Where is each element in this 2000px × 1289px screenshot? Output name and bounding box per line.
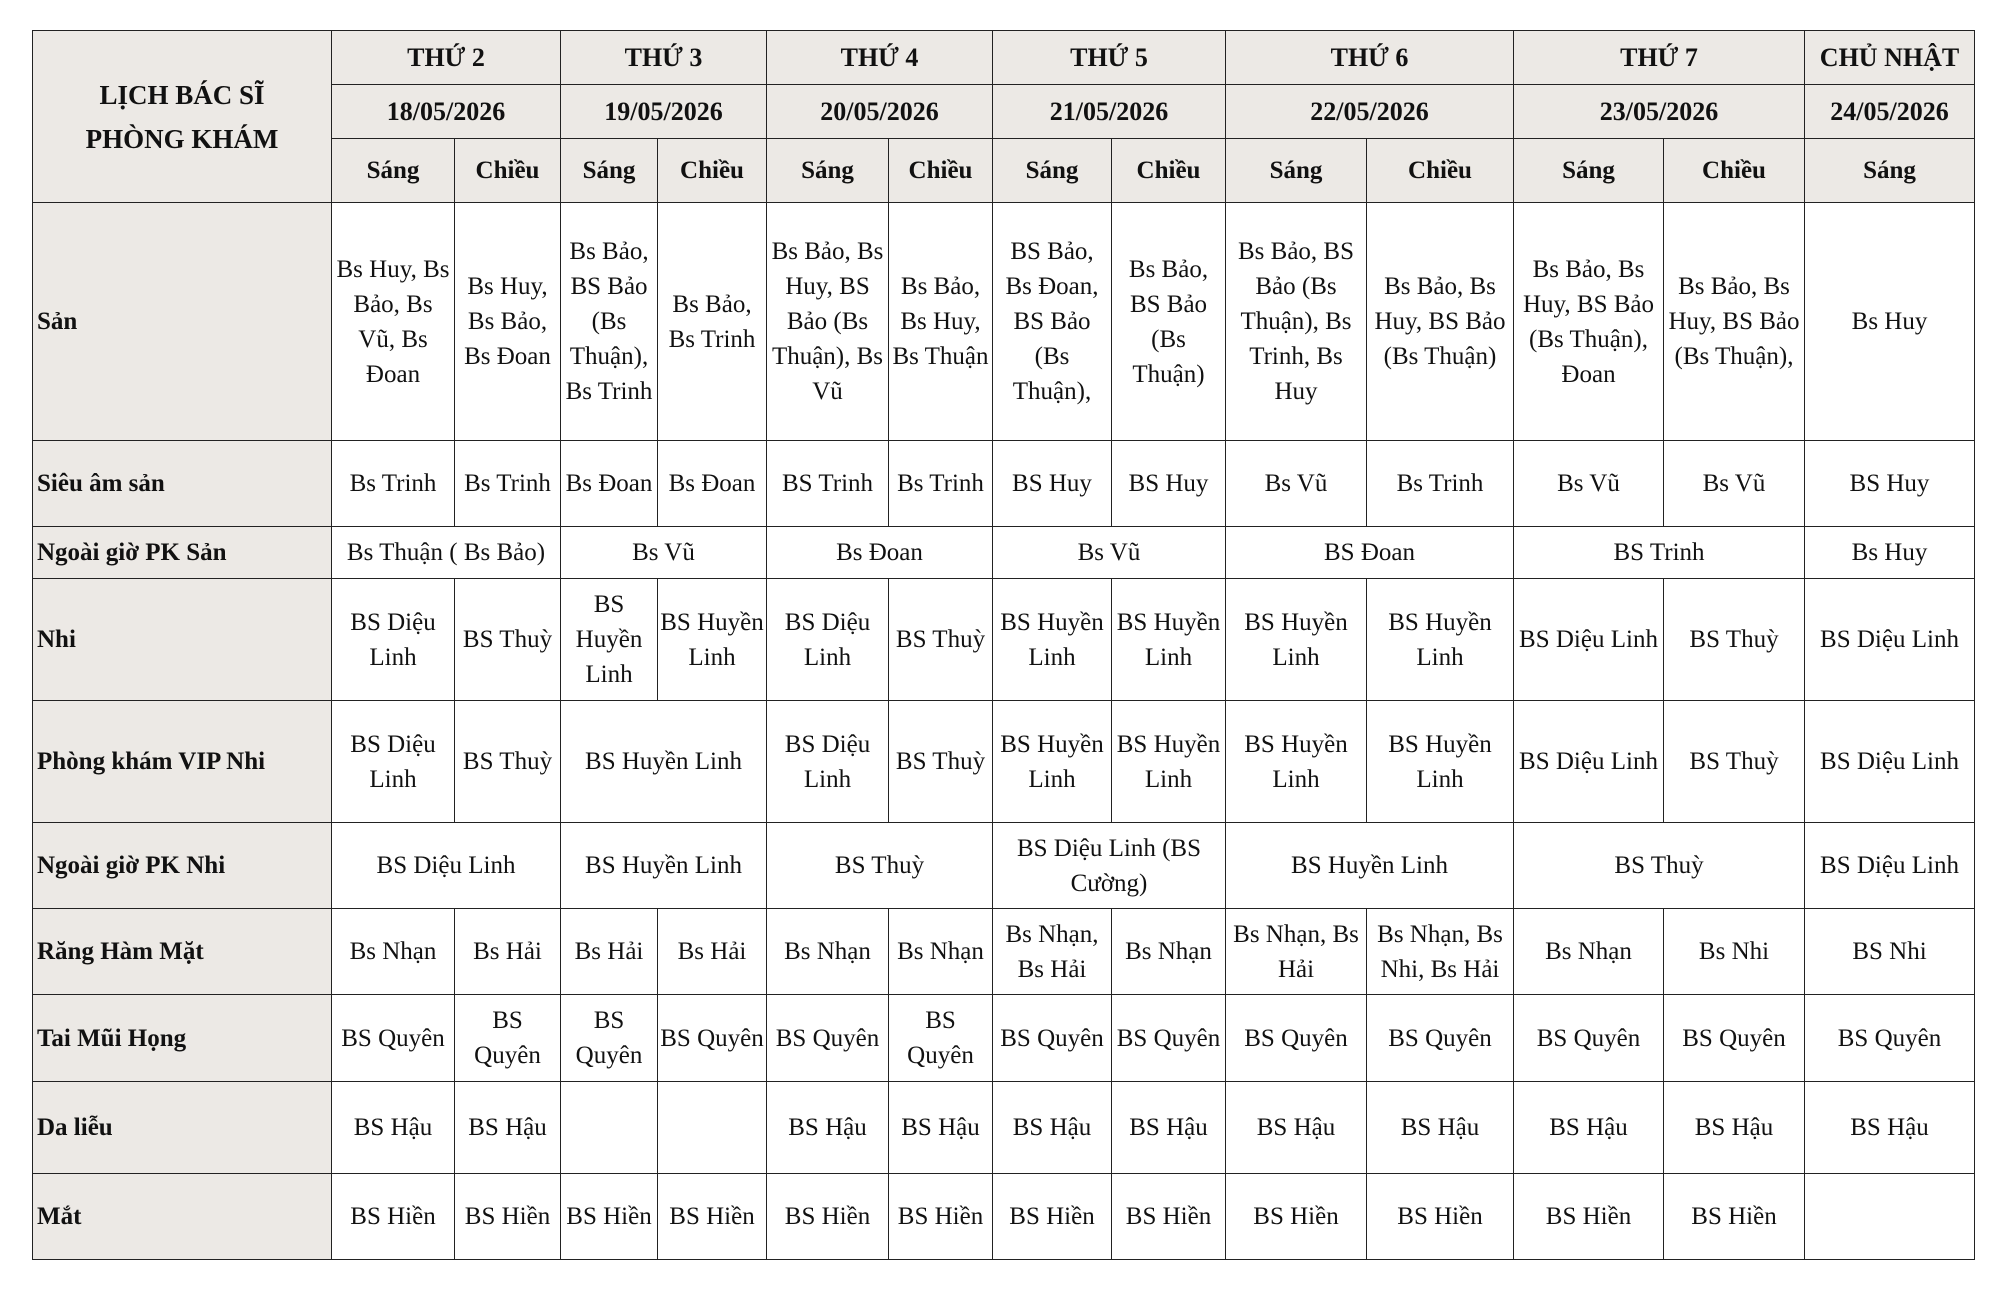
row-label: Phòng khám VIP Nhi: [33, 701, 332, 823]
schedule-cell: BS Diệu Linh: [332, 823, 561, 909]
schedule-cell: BS Hiền: [1226, 1174, 1367, 1260]
schedule-cell: BS Quyên: [767, 995, 889, 1082]
schedule-cell: BS Hiền: [1367, 1174, 1514, 1260]
row-san: [33, 203, 1975, 441]
schedule-cell: BS Đoan: [1226, 527, 1514, 579]
schedule-cell: BS Hậu: [993, 1082, 1112, 1174]
schedule-cell: Bs Huy: [1805, 203, 1975, 441]
schedule-cell: BS Quyên: [1367, 995, 1514, 1082]
schedule-cell: Bs Thuận ( Bs Bảo): [332, 527, 561, 579]
schedule-cell: Bs Nhạn: [1514, 909, 1664, 995]
schedule-cell: Bs Bảo, Bs Trinh: [658, 203, 767, 441]
schedule-cell: BS Quyên: [1805, 995, 1975, 1082]
schedule-cell: BS Hiền: [993, 1174, 1112, 1260]
schedule-cell: BS Huyền Linh: [561, 579, 658, 701]
schedule-cell: Bs Bảo, Bs Huy, BS Bảo (Bs Thuận),: [1664, 203, 1805, 441]
schedule-title: [33, 31, 332, 203]
schedule-cell: Bs Nhạn, Bs Hải: [993, 909, 1112, 995]
schedule-cell: Bs Hải: [658, 909, 767, 995]
schedule-cell: Bs Bảo, BS Bảo (Bs Thuận): [1112, 203, 1226, 441]
schedule-cell: Bs Bảo, Bs Huy, BS Bảo (Bs Thuận), Bs Vũ: [767, 203, 889, 441]
schedule-cell: BS Nhi: [1805, 909, 1975, 995]
schedule-cell: Bs Đoan: [561, 441, 658, 527]
row-mat: [33, 1174, 1975, 1260]
schedule-cell: BS Huyền Linh: [993, 701, 1112, 823]
schedule-cell: BS Hiền: [332, 1174, 455, 1260]
schedule-cell: [1805, 1174, 1975, 1260]
schedule-cell: Bs Bảo, BS Bảo (Bs Thuận), Bs Trinh, Bs Huy: [1226, 203, 1367, 441]
schedule-cell: BS Hiền: [561, 1174, 658, 1260]
day-header: THỨ 2: [332, 31, 561, 85]
schedule-cell: BS Huyền Linh: [1112, 579, 1226, 701]
row-tai-mui-hong: [33, 995, 1975, 1082]
schedule-cell: BS Trinh: [1514, 527, 1805, 579]
row-label: Mắt: [33, 1174, 332, 1260]
row-ngoai-gio-pk-nhi: [33, 823, 1975, 909]
schedule-cell: Bs Bảo, BS Bảo (Bs Thuận), Bs Trinh: [561, 203, 658, 441]
shift-header: Chiều: [1664, 139, 1805, 203]
schedule-cell: BS Quyên: [1514, 995, 1664, 1082]
date-header: 19/05/2026: [561, 85, 767, 139]
schedule-cell: BS Quyên: [455, 995, 561, 1082]
shift-header: Chiều: [455, 139, 561, 203]
schedule-cell: BS Quyên: [332, 995, 455, 1082]
schedule-cell: Bs Hải: [455, 909, 561, 995]
schedule-cell: BS Thuỳ: [1514, 823, 1805, 909]
schedule-cell: BS Quyên: [1226, 995, 1367, 1082]
shift-header: Sáng: [1805, 139, 1975, 203]
schedule-cell: Bs Hải: [561, 909, 658, 995]
shift-header: Chiều: [1367, 139, 1514, 203]
schedule-cell: BS Hiền: [767, 1174, 889, 1260]
date-header: 24/05/2026: [1805, 85, 1975, 139]
schedule-cell: BS Quyên: [993, 995, 1112, 1082]
date-header: 21/05/2026: [993, 85, 1226, 139]
schedule-cell: BS Hậu: [767, 1082, 889, 1174]
schedule-cell: BS Thuỳ: [455, 701, 561, 823]
shift-header: Sáng: [993, 139, 1112, 203]
schedule-cell: BS Hiền: [889, 1174, 993, 1260]
row-label: Ngoài giờ PK Sản: [33, 527, 332, 579]
schedule-cell: Bs Trinh: [455, 441, 561, 527]
row-da-lieu: [33, 1082, 1975, 1174]
schedule-cell: BS Huyền Linh: [1112, 701, 1226, 823]
schedule-cell: BS Thuỳ: [1664, 579, 1805, 701]
schedule-cell: Bs Nhạn, Bs Nhi, Bs Hải: [1367, 909, 1514, 995]
row-label: Siêu âm sản: [33, 441, 332, 527]
schedule-cell: BS Huyền Linh: [561, 823, 767, 909]
schedule-cell: BS Hiền: [1112, 1174, 1226, 1260]
schedule-cell: Bs Vũ: [561, 527, 767, 579]
schedule-cell: BS Trinh: [767, 441, 889, 527]
day-header: CHỦ NHẬT: [1805, 31, 1975, 85]
schedule-cell: BS Hậu: [1112, 1082, 1226, 1174]
day-header: THỨ 3: [561, 31, 767, 85]
shift-header: Chiều: [889, 139, 993, 203]
schedule-cell: BS Hậu: [455, 1082, 561, 1174]
shift-header: Chiều: [658, 139, 767, 203]
schedule-cell: BS Diệu Linh: [1805, 579, 1975, 701]
schedule-cell: BS Hậu: [1805, 1082, 1975, 1174]
schedule-cell: BS Hậu: [1514, 1082, 1664, 1174]
schedule-cell: [561, 1082, 658, 1174]
shift-header: Chiều: [1112, 139, 1226, 203]
schedule-cell: Bs Nhi: [1664, 909, 1805, 995]
schedule-cell: BS Diệu Linh: [1805, 701, 1975, 823]
row-ngoai-gio-pk-san: [33, 527, 1975, 579]
schedule-cell: Bs Trinh: [889, 441, 993, 527]
title-line-1: LỊCH BÁC SĨ: [99, 79, 265, 110]
schedule-cell: Bs Nhạn: [332, 909, 455, 995]
schedule-cell: BS Diệu Linh: [1805, 823, 1975, 909]
schedule-cell: BS Diệu Linh: [767, 579, 889, 701]
title-line-2: PHÒNG KHÁM: [85, 123, 279, 154]
schedule-cell: BS Diệu Linh: [332, 579, 455, 701]
date-header: 20/05/2026: [767, 85, 993, 139]
schedule-cell: BS Diệu Linh: [767, 701, 889, 823]
row-phong-kham-vip-nhi: [33, 701, 1975, 823]
schedule-cell: BS Thuỳ: [455, 579, 561, 701]
schedule-cell: Bs Đoan: [767, 527, 993, 579]
schedule-cell: BS Hậu: [1664, 1082, 1805, 1174]
row-nhi: [33, 579, 1975, 701]
schedule-cell: BS Quyên: [561, 995, 658, 1082]
schedule-cell: BS Thuỳ: [1664, 701, 1805, 823]
day-header: THỨ 7: [1514, 31, 1805, 85]
schedule-cell: BS Diệu Linh: [1514, 579, 1664, 701]
schedule-cell: Bs Bảo, Bs Huy, BS Bảo (Bs Thuận), Đoan: [1514, 203, 1664, 441]
schedule-cell: BS Quyên: [889, 995, 993, 1082]
schedule-cell: BS Huyền Linh: [658, 579, 767, 701]
header-row-days: [33, 31, 1975, 85]
schedule-cell: BS Huyền Linh: [1367, 701, 1514, 823]
row-sieu-am-san: [33, 441, 1975, 527]
schedule-cell: BS Diệu Linh: [1514, 701, 1664, 823]
day-header: THỨ 5: [993, 31, 1226, 85]
schedule-cell: BS Hậu: [1367, 1082, 1514, 1174]
shift-header: Sáng: [332, 139, 455, 203]
schedule-cell: Bs Trinh: [1367, 441, 1514, 527]
schedule-cell: BS Huyền Linh: [993, 579, 1112, 701]
schedule-cell: Bs Nhạn, Bs Hải: [1226, 909, 1367, 995]
schedule-cell: BS Huy: [1805, 441, 1975, 527]
row-label: Nhi: [33, 579, 332, 701]
schedule-cell: Bs Nhạn: [767, 909, 889, 995]
schedule-cell: BS Thuỳ: [889, 579, 993, 701]
schedule-cell: BS Quyên: [1664, 995, 1805, 1082]
schedule-cell: BS Hiền: [658, 1174, 767, 1260]
schedule-cell: Bs Đoan: [658, 441, 767, 527]
schedule-cell: Bs Vũ: [1664, 441, 1805, 527]
row-rang-ham-mat: [33, 909, 1975, 995]
row-label: Da liễu: [33, 1082, 332, 1174]
schedule-cell: BS Hiền: [455, 1174, 561, 1260]
schedule-cell: BS Quyên: [658, 995, 767, 1082]
schedule-cell: Bs Vũ: [1514, 441, 1664, 527]
schedule-cell: BS Huy: [993, 441, 1112, 527]
doctor-schedule-table: [32, 30, 1975, 1260]
schedule-cell: [658, 1082, 767, 1174]
date-header: 23/05/2026: [1514, 85, 1805, 139]
schedule-cell: BS Hiền: [1514, 1174, 1664, 1260]
row-label: Tai Mũi Họng: [33, 995, 332, 1082]
schedule-cell: BS Huyền Linh: [1226, 823, 1514, 909]
schedule-cell: BS Hậu: [889, 1082, 993, 1174]
day-header: THỨ 4: [767, 31, 993, 85]
schedule-cell: Bs Trinh: [332, 441, 455, 527]
shift-header: Sáng: [1514, 139, 1664, 203]
shift-header: Sáng: [767, 139, 889, 203]
schedule-cell: BS Hậu: [1226, 1082, 1367, 1174]
row-label: Ngoài giờ PK Nhi: [33, 823, 332, 909]
schedule-cell: BS Huyền Linh: [1226, 579, 1367, 701]
date-header: 18/05/2026: [332, 85, 561, 139]
schedule-cell: Bs Vũ: [1226, 441, 1367, 527]
schedule-cell: Bs Bảo, Bs Huy, BS Bảo (Bs Thuận): [1367, 203, 1514, 441]
schedule-cell: BS Diệu Linh (BS Cường): [993, 823, 1226, 909]
schedule-cell: Bs Vũ: [993, 527, 1226, 579]
shift-header: Sáng: [1226, 139, 1367, 203]
schedule-cell: Bs Nhạn: [889, 909, 993, 995]
schedule-cell: BS Hiền: [1664, 1174, 1805, 1260]
date-header: 22/05/2026: [1226, 85, 1514, 139]
schedule-cell: BS Huy: [1112, 441, 1226, 527]
schedule-cell: BS Bảo, Bs Đoan, BS Bảo (Bs Thuận),: [993, 203, 1112, 441]
schedule-cell: BS Huyền Linh: [561, 701, 767, 823]
schedule-cell: BS Hậu: [332, 1082, 455, 1174]
schedule-cell: Bs Huy, Bs Bảo, Bs Đoan: [455, 203, 561, 441]
shift-header: Sáng: [561, 139, 658, 203]
schedule-cell: BS Thuỳ: [889, 701, 993, 823]
schedule-cell: BS Quyên: [1112, 995, 1226, 1082]
schedule-cell: Bs Huy, Bs Bảo, Bs Vũ, Bs Đoan: [332, 203, 455, 441]
day-header: THỨ 6: [1226, 31, 1514, 85]
schedule-cell: BS Thuỳ: [767, 823, 993, 909]
schedule-cell: BS Huyền Linh: [1367, 579, 1514, 701]
row-label: Răng Hàm Mặt: [33, 909, 332, 995]
schedule-cell: BS Huyền Linh: [1226, 701, 1367, 823]
row-label: Sản: [33, 203, 332, 441]
schedule-cell: Bs Huy: [1805, 527, 1975, 579]
schedule-cell: Bs Nhạn: [1112, 909, 1226, 995]
schedule-cell: BS Diệu Linh: [332, 701, 455, 823]
schedule-cell: Bs Bảo, Bs Huy, Bs Thuận: [889, 203, 993, 441]
